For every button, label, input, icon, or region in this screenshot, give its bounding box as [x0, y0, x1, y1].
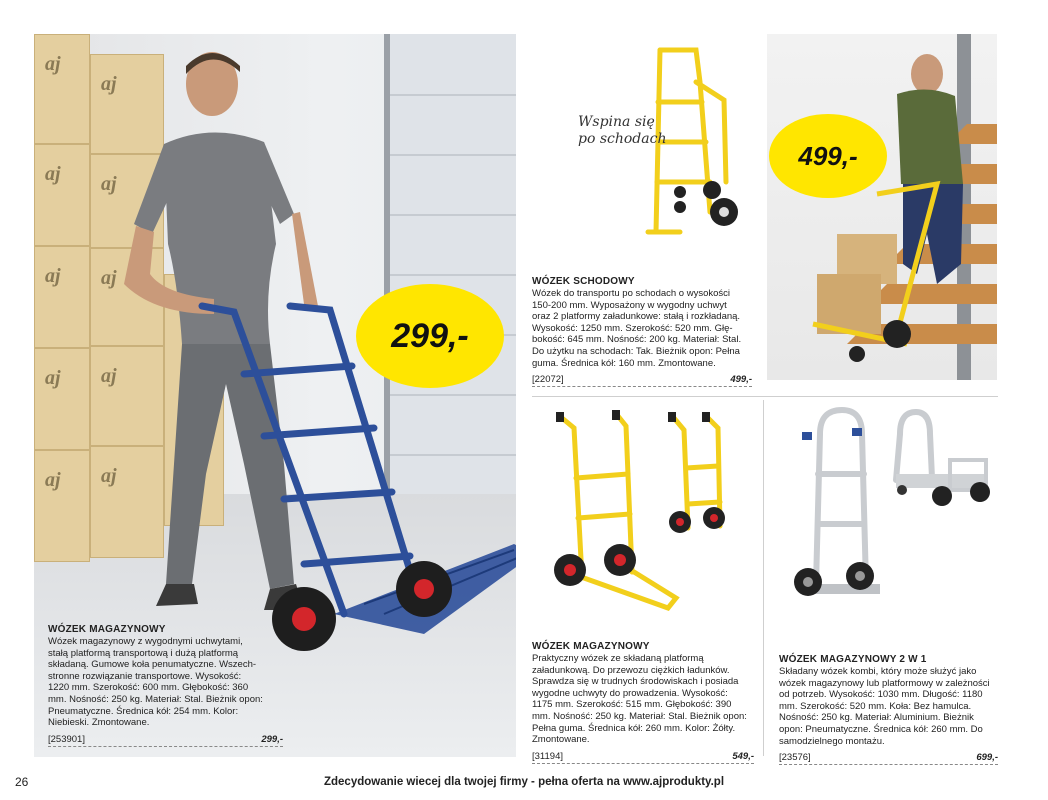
product-title: WÓZEK SCHODOWY: [532, 276, 635, 287]
price-row: [532, 749, 754, 764]
cardboard-box: [34, 246, 90, 348]
aluminium-combi-truck-illustration: [790, 404, 995, 614]
stair-truck-caption: [532, 276, 752, 387]
hero-photo: [34, 34, 516, 757]
box-logo: aj: [45, 367, 61, 389]
yellow-truck-caption: [532, 641, 754, 764]
product-price: 699,-: [976, 752, 998, 764]
section-divider: [532, 396, 998, 397]
box-logo: aj: [45, 469, 61, 491]
box-logo: aj: [101, 173, 117, 195]
box-logo: aj: [45, 53, 61, 75]
box-logo: aj: [45, 265, 61, 287]
box-logo: aj: [45, 163, 61, 185]
product-title: WÓZEK MAGAZYNOWY 2 W 1: [779, 654, 927, 665]
cardboard-box: [34, 450, 90, 562]
yellow-hand-truck-illustration: [548, 408, 748, 618]
price-row: [779, 750, 998, 765]
product-code: [31194]: [532, 750, 563, 762]
stairs-photo: [767, 34, 997, 380]
product-description: Składany wózek kombi, który może służyć jako wózek magazynowy lub platformowy w zależności od potrzeb. Wysokość: 1030 mm. Długość: 1180 mm. Szerokość: 520 mm. Koła: Bez hamulca. Nośność: 250 kg. Materiał: Aluminium. Bieżnik opon: Pneumatyczne. Średnica kół: 260 mm. Do samodzielnego montażu.: [779, 666, 990, 747]
cardboard-box: [34, 348, 90, 450]
product-code: [22072]: [532, 374, 564, 386]
price-row: [532, 372, 752, 387]
box-logo: aj: [101, 365, 117, 387]
stair-price-bubble: 499,-: [769, 114, 887, 198]
hero-product-caption: [48, 624, 283, 747]
footer-tagline: Zdecydowanie wiecej dla twojej firmy - pełna oferta na www.ajprodukty.pl: [323, 776, 725, 788]
cardboard-box: [34, 34, 90, 144]
product-description: Wózek magazynowy z wygodnymi uchwytami, stałą platformą transportową i dużą platformą składaną. Gumowe koła penumatyczne. Wszech- stronne rozwiązanie transportowe. Wysokość: 1220 mm. Szerokość: 600 mm. Głębokość: 360 mm. Nośność: 250 kg. Materiał: Stal. Bieżnik opon: Pneumatyczne. Średnica kół: 254 mm. Kolor: Niebieski. Zmontowane.: [48, 636, 263, 729]
box-logo: aj: [101, 267, 117, 289]
product-price: 499,-: [730, 374, 752, 386]
page-number: 26: [15, 775, 29, 789]
product-title: WÓZEK MAGAZYNOWY: [532, 641, 650, 652]
product-price: 549,-: [732, 750, 754, 762]
section-divider: [763, 400, 764, 756]
product-price: 299,-: [261, 733, 283, 745]
cardboard-box: [34, 144, 90, 246]
box-logo: aj: [101, 465, 117, 487]
hero-price-bubble: 299,-: [356, 284, 504, 388]
product-description: Praktyczny wózek ze składaną platformą załadunkową. Do przewozu ciężkich ładunków. Sprawdza się w trudnych środowiskach i posiada wygodne uchwyty do prowadzenia. Wysokość: 1175 mm. Szerokość: 515 mm. Głębokość: 390 mm. Nośność: 250 kg. Materiał: Stal. Bieżnik opon: Pełna guma. Średnica kół: 260 mm. Kolor: Żółty. Zmontowane.: [532, 653, 747, 746]
man-on-stairs-illustration: [767, 34, 997, 380]
price-row: [48, 732, 283, 747]
product-title: WÓZEK MAGAZYNOWY: [48, 624, 166, 635]
combi-truck-caption: [779, 654, 998, 765]
product-code: [23576]: [779, 752, 811, 764]
box-logo: aj: [101, 73, 117, 95]
product-code: [253901]: [48, 733, 85, 745]
stair-climb-note: Wspina się po schodach: [578, 114, 667, 147]
product-description: Wózek do transportu po schodach o wysokości 150-200 mm. Wyposażony w wygodny uchwyt oraz 2 platformy załadunkowe: stałą i rozkładaną. Wysokość: 1250 mm. Szerokość: 520 mm. Głę- bokość: 645 mm. Nośność: 200 kg. Materiał: Stal. Do użytku na schodach: Tak. Bieżnik opon: Pełna guma. Średnica kół: 160 mm. Zmontowane.: [532, 288, 742, 369]
